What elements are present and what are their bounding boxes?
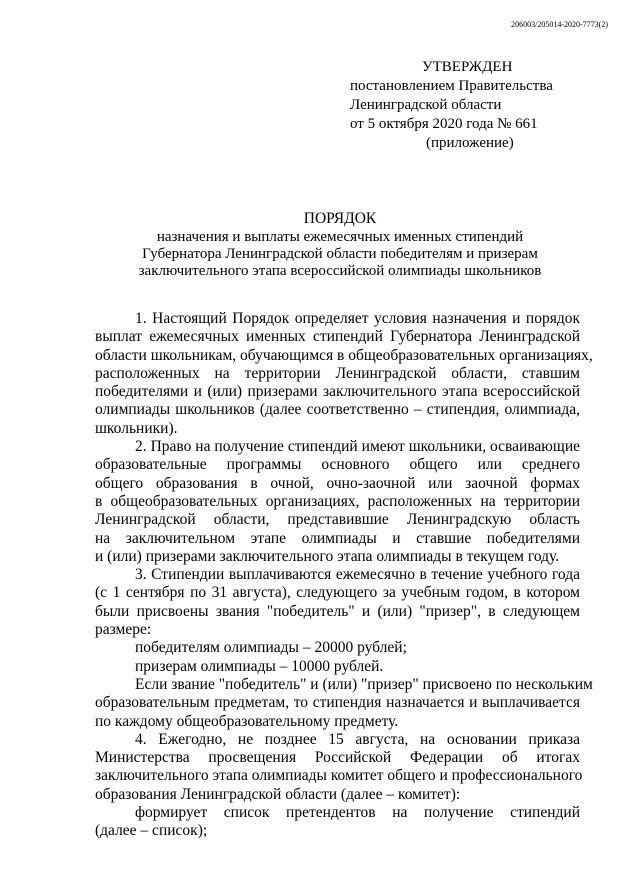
text-line: 1. Настоящий Порядок определяет условия назначения и порядок xyxy=(135,310,580,327)
list-item: призерам олимпиады – 10000 рублей. xyxy=(135,657,384,675)
text-line: общего образования в очной, очно-заочной или заочной формах xyxy=(95,474,580,492)
approval-title: УТВЕРЖДЕН xyxy=(422,59,513,75)
paragraph-3 xyxy=(95,566,593,731)
text-line: (с 1 сентября по 31 августа), следующего за учебным годом, в котором xyxy=(95,584,580,602)
text-line: 3. Стипендии выплачиваются ежемесячно в течение учебного года xyxy=(135,566,580,584)
heading-line: назначения и выплаты ежемесячных именных стипендий xyxy=(156,229,524,245)
approval-line: от 5 октября 2020 года № 661 xyxy=(350,116,538,132)
paragraph-2 xyxy=(95,438,580,566)
list-item: победителям олимпиады – 20000 рублей; xyxy=(135,639,407,657)
text-line: формирует список претендентов на получение стипендий xyxy=(135,804,580,822)
text-line: были присвоены звания "победитель" и (или) "призер", в следующем xyxy=(95,602,580,620)
text-line: Министерства просвещения Российской Федерации об итогах xyxy=(95,749,580,767)
text-line: Ленинградской области, представившие Ленинградскую область xyxy=(95,511,580,529)
text-line: выплат ежемесячных именных стипендий Губернатора Ленинградской xyxy=(95,328,580,346)
paragraph-1 xyxy=(95,310,593,438)
text-line: Если звание "победитель" и (или) "призер" присвоено по нескольким xyxy=(135,675,593,693)
document-number: 206003/205014-2020-7773(2) xyxy=(511,20,608,29)
text-line: образовательные программы основного общего или среднего xyxy=(95,456,580,474)
text-line: заключительного этапа олимпиады комитет общего и профессионального xyxy=(95,767,583,785)
heading-line: Губернатора Ленинградской области победителям и призерам xyxy=(142,246,538,262)
text-line: образования Ленинградской области (далее – комитет): xyxy=(95,785,461,803)
text-line: образовательным предметам, то стипендия назначается и выплачивается xyxy=(95,694,580,712)
approval-line: постановлением Правительства xyxy=(350,78,553,94)
text-line: области школьникам, обучающимся в общеобразовательных организациях, xyxy=(95,346,593,364)
document-title: ПОРЯДОК xyxy=(303,210,377,227)
text-line: олимпиады школьников (далее соответственно – стипендия, олимпиада, xyxy=(95,401,580,419)
text-line: размере: xyxy=(95,621,152,639)
text-line: школьники). xyxy=(95,419,178,437)
text-line: расположенных на территории Ленинградской области, ставшим xyxy=(95,364,580,382)
approval-line: (приложение) xyxy=(426,135,514,151)
text-line: на заключительном этапе олимпиады и ставшие победителями xyxy=(95,529,580,547)
approval-line: Ленинградской области xyxy=(350,97,502,113)
text-line: 4. Ежегодно, не позднее 15 августа, на основании приказа xyxy=(135,730,580,748)
text-line: 2. Право на получение стипендий имеют школьники, осваивающие xyxy=(135,438,580,456)
text-line: в общеобразовательных организациях, расположенных на территории xyxy=(95,492,580,510)
text-line: и (или) призерами заключительного этапа олимпиады в текущем году. xyxy=(95,547,560,565)
text-line: по каждому общеобразовательному предмету. xyxy=(95,712,399,730)
approval-block xyxy=(350,58,600,153)
paragraph-4 xyxy=(95,730,583,841)
text-line: победителями и (или) призерами заключительного этапа всероссийской xyxy=(95,383,580,401)
text-line: (далее – список); xyxy=(95,822,208,840)
document-body xyxy=(95,310,593,841)
document-heading xyxy=(80,210,600,280)
heading-line: заключительного этапа всероссийской олимпиады школьников xyxy=(138,263,542,279)
